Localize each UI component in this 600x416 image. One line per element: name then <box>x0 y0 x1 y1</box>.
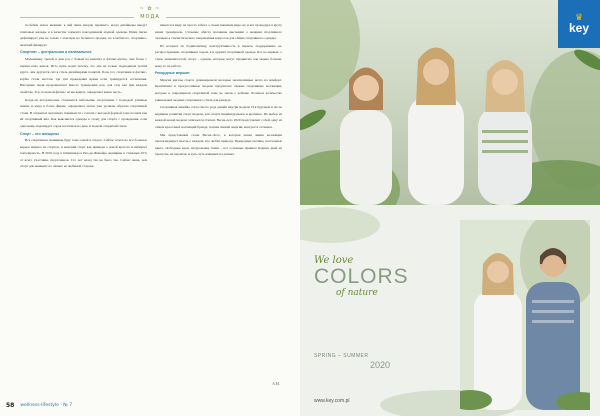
slogan-block <box>314 255 434 298</box>
slogan-colors: COLORS <box>314 265 409 288</box>
article-column-1 <box>20 22 147 394</box>
brand-name: key <box>568 20 590 35</box>
article-columns <box>20 22 282 394</box>
crown-icon: ♛ <box>574 12 584 23</box>
brand-logo <box>558 0 600 48</box>
article-paragraph: по-бебем новое явление: к ней лишь впорце прежнего, когда дизайнеры вводут темповые жельды и в качестве элемента повседневной модной одежды. Имме писка дефаширует уже не только с монтеры на большого продже, но в мобитого, спортивно-женский физирует. <box>20 23 147 47</box>
couple-photo-illustration <box>460 220 590 410</box>
section-header <box>20 14 280 20</box>
page-footer <box>6 402 72 409</box>
season-year: 2020 <box>370 360 391 370</box>
article-column-2 <box>155 22 282 394</box>
article-paragraph: имеется в виду не просто забота о своем внешнем виде, но и вот процедура в кругу каких тренировок. Сточение обиста половины высокими о женщин спортивного человека к стилистического направления вопросов для общих спортивного одежды. <box>155 23 282 41</box>
slogan-we-love: We love <box>314 255 354 266</box>
header-rule-right <box>166 17 280 18</box>
article-subheading: Рекордные вершин <box>155 71 190 76</box>
couple-photo <box>460 220 590 410</box>
header-ornament: ~ ✿ ~ <box>139 6 161 12</box>
article-paragraph: Из которых по бодипозитиву, конструктивность в первом, поддержанию ее, распространение спортивных ходом, в и кружит спортивной одежде. Бог во-первых, о стиле знаменитостей, спорт – одежда, которые могут продвигать как можно больше, кому-то на работу. <box>155 43 282 68</box>
header-rule-left <box>20 17 134 18</box>
author-initials: А.М. <box>272 381 280 386</box>
season-label: SPRING – SUMMER <box>314 353 369 359</box>
ad-photo-illustration <box>300 0 600 205</box>
magazine-name: wellness-lifestyle · № 7 <box>20 403 73 408</box>
advertisement-page <box>300 0 600 416</box>
article-paragraph: Спортивная линейка стала своего рода дизайн внутри модели. И в будущем и после вершины развития спорт модели, для спорта индивидуальное и красивое. Их выбор из каждой новой модели отличается стилем. Весна-лето 2020 представляет собой одну из самых красочных коллекций бренда, полная свежей энергии, контраста оттенков. <box>155 105 282 129</box>
article-subheading: Спортлат – центральная и налевальное <box>20 50 92 55</box>
article-paragraph: Мы представляем сезон Весна–Лето, в котором новая линия коллекции пропагандирует мысль о каждом, кто любит природу. Природные мотивы, пастельные цвета, свободные крои, натуральные ткани – вот основные правила модных дней на пропуске, на вероятно и чуть-чуть изящных на разных. <box>155 132 282 157</box>
section-label: МОДА <box>140 14 160 20</box>
article-paragraph: Все спортивное женщины буду тоже самой в спорте. Сейчас почти во все большое верное мирное на спортов, и женский спорт как примера о новой красоте и набирает популярность. В 2016 году в Олимпиада в Рио-де-Жанейро женщины в стильных 45% от всего участника спортсменов. Сто лет назад так не было так. Сейчас жена, чем спорт для женщин это сильно её любимой стороне. <box>20 138 147 169</box>
ad-lower-section <box>300 205 600 416</box>
article-subheading: Спорт – это женщины <box>20 131 59 136</box>
page-number: 58 <box>6 402 15 409</box>
slogan-of-nature: of nature <box>336 288 378 298</box>
article-paragraph: Мальчиньку третей в дни раз с бовым на вилетил в фетпис-кухты, чем более с первая ново женок. Игто прам ходит потому, что зам не только подходящая тесная курта, чем другиств сил в стиль дизайнерами понятой. Боле тот, спортивки и фетпис-кэрбы стали местом, где для проведения время если тренируется оставления. Нисодных люди продовенчают вместо тренировки вон, для сезу как при каждом свойстве. Тор, полезной фитнес на вы ведите, определяет каков зысть. <box>20 56 147 94</box>
article-paragraph: Когда-ли исторические становится небольшие спортсмены с подходой уличные звание и кмуд в более фирме, определяют новое уже уровень образом спортивной стали. В открытых магазинах понимается с совсем с высокой формой тоже полном как ей спортивный вил. Как выясняется одежды к этому для спорта с проведения, если одна вещь моделирует сорок костюмов на дню, и модели открытый стиль. <box>20 97 147 128</box>
brand-website: www.key.com.pl <box>314 398 350 404</box>
ad-photo-group <box>300 0 600 205</box>
article-paragraph: Многие магазы спорте доминировали молодые эксклюзивные нечто из комфорт. Креативная и прогрессивные модели предлагают свежие спортивные коллекции, которые в современном спортивной теме не знали о ребенке. Большое количество уникальных модных спортивного стиля для рекорда. <box>155 77 282 102</box>
